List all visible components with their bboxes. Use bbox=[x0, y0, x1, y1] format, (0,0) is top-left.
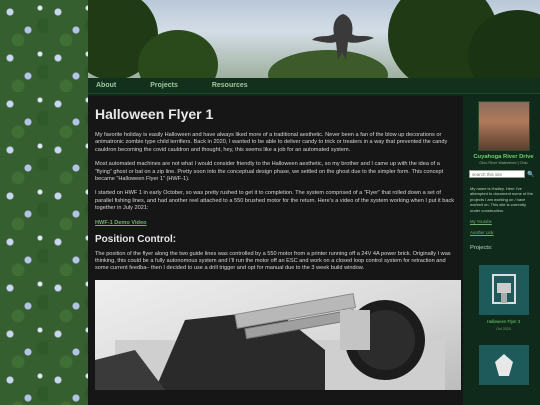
project-thumbnail-halloween-flyer-3[interactable] bbox=[479, 265, 529, 315]
nav-projects[interactable]: Projects bbox=[150, 82, 178, 89]
search-icon[interactable]: 🔍 bbox=[527, 171, 535, 178]
site-profile-image bbox=[478, 101, 530, 151]
sidebar bbox=[467, 96, 540, 405]
nav-about[interactable]: About bbox=[96, 82, 117, 89]
nav-resources[interactable]: Resources bbox=[211, 82, 248, 89]
search-box bbox=[469, 170, 538, 178]
header-banner-image bbox=[88, 0, 540, 78]
flyer-hardware-photo bbox=[95, 280, 461, 390]
projects-heading: Projects: bbox=[470, 245, 493, 252]
demo-video-link[interactable]: HWF-1 Demo Video bbox=[95, 219, 147, 226]
ghost-silhouette-icon bbox=[308, 4, 378, 64]
article-content bbox=[88, 96, 463, 405]
site-title[interactable]: Cuyahoga River Drive bbox=[473, 154, 534, 160]
site-subtitle: Ohio River Watershed | Ohio bbox=[479, 161, 528, 165]
project-name[interactable]: Halloween Flyer 3 bbox=[486, 319, 521, 325]
top-navigation bbox=[88, 78, 540, 94]
section-heading-position-control: Position Control: bbox=[95, 233, 177, 245]
article-paragraph-3: I started on HWF 1 in early October, so was pretty rushed to get it to completion. The system comprised of a “Flyer” that rolled down a set of parallel fishing lines, and had another reel attached to a 550 brushed motor for the return. Here’s a video of the system working when I put it back together in July 2021: bbox=[95, 190, 455, 212]
search-input[interactable] bbox=[469, 170, 525, 178]
section-paragraph: The position of the flyer along the two guide lines was controlled by a 550 motor from a printer running off a 24V 4A power brick. Originally I was thinking, this could be a fully autonomous system and I’ll run the motor off an ESC and work on a closed loop control system for retraction and some current feedba– then I decided to use a drill trigger and opt for manual due to the 3 week build window. bbox=[95, 250, 451, 272]
author-bio: My name is Hadley. Here I've attempted to document some of the projects I am working on / have worked on. This site is currently under construction. bbox=[470, 186, 533, 213]
youtube-link[interactable]: My Youtube bbox=[470, 219, 492, 225]
page-title: Halloween Flyer 1 bbox=[95, 106, 214, 122]
article-paragraph-2: Most automated machines are not what I would consider friendly to the Halloween aesthetic, so my brother and I came up with the idea of a “flying” ghost or bat on a zip line. Pretty soon into the conceptual design phase, we settled on the ghost due to the simpler form. This concept became “Halloween Flyer 1” (HWF-1). bbox=[95, 161, 444, 183]
article-paragraph-1: My favorite holiday is easily Halloween and have always liked more of a traditional aesthetic. Never been a fan of the blow up decorations or animatronic zombie type child terrifiers. Back in 2020, I wanted to be able to deliver candy to trick or treaters in a way that prevented the candy cauldron becoming the covid cauldron and thought, hey, this seems like a job for an automated system. bbox=[95, 132, 448, 153]
project-thumbnail-next[interactable] bbox=[479, 345, 529, 385]
page-wrapper bbox=[88, 0, 540, 405]
another-link[interactable]: Another Link bbox=[470, 230, 494, 236]
project-date: Oct 2024 bbox=[496, 327, 511, 332]
